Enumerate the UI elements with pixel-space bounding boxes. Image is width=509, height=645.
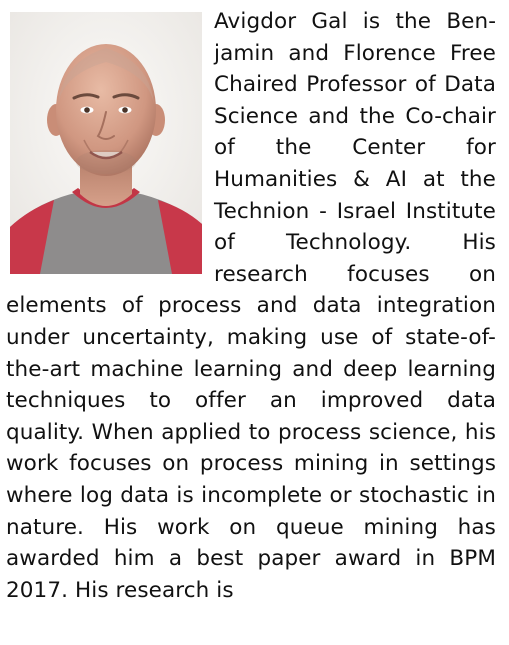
author-photo: [10, 12, 202, 274]
biography-page: [6, 6, 496, 606]
author-photo-image: [10, 12, 202, 274]
biography-text: Avigdor Gal is the Benjamin and Florence Free Chaired Professor of Data Science and the Co-chair of the Center for Humanities & AI at the Technion - Israel Institute of Technology. His research focuses on elements of process and data integration under uncertainty, making use of state-of-the-art machine learning and deep learning techniques to offer an improved data quality. When applied to process science, his work focuses on process mining in settings where log data is incomplete or stochastic in nature. His work on queue mining has awarded him a best paper award in BPM 2017. His research is: [6, 9, 496, 603]
